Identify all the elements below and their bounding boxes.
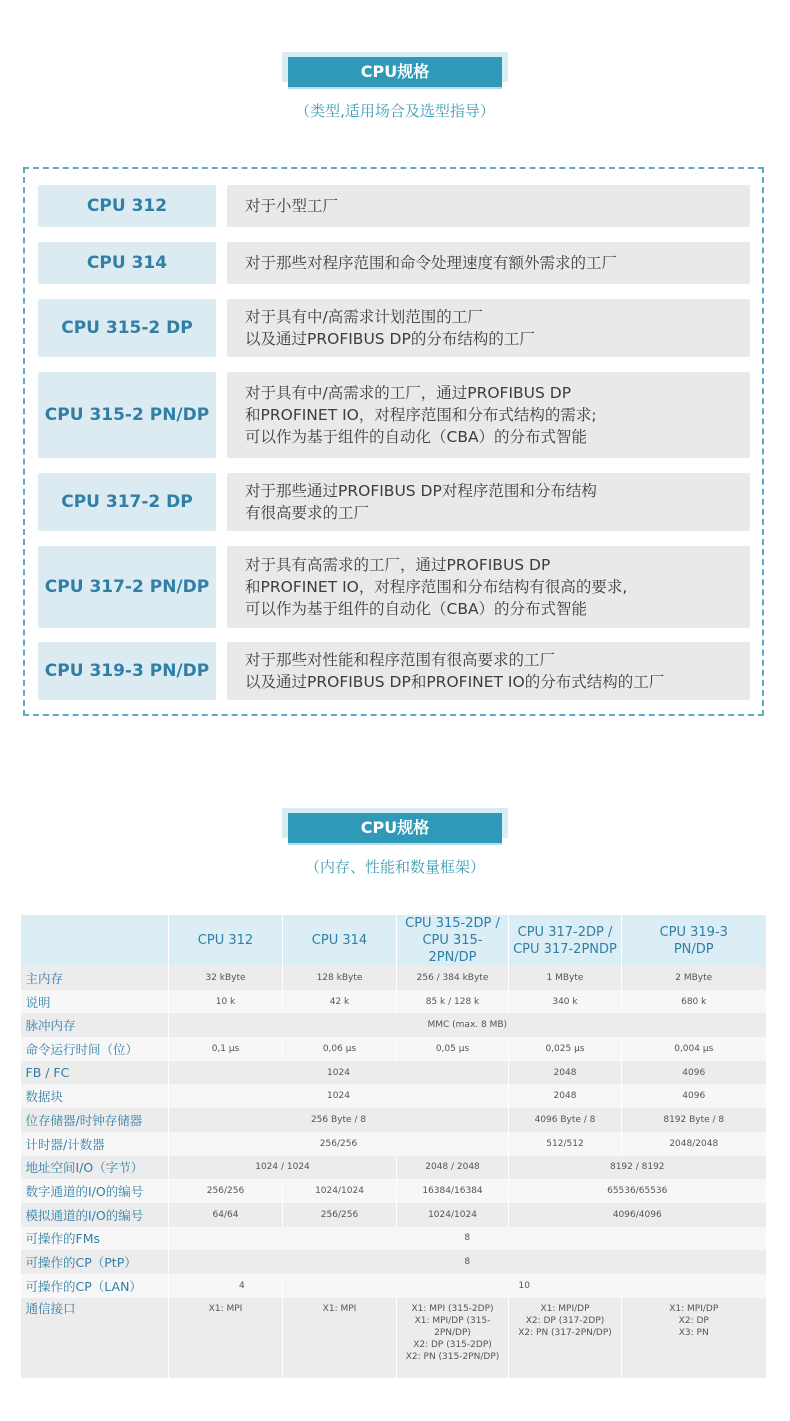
cpu-name: CPU 319-3 PN/DP [38,642,216,700]
table-cell: X1: MPI (315-2DP) X1: MPI/DP (315- 2PN/DP) X2: DP (315-2DP) X2: PN (315-2PN/DP) [397,1298,509,1378]
table-cell: 128 kByte [283,966,397,990]
cpu-row [38,185,750,227]
table-cell: 1024/1024 [397,1203,509,1227]
table-cell: 16384/16384 [397,1179,509,1203]
cpu-description: 对于那些通过PROFIBUS DP对程序范围和分布结构 有很高要求的工厂 [227,473,750,531]
table-cell: 0,1 µs [169,1037,283,1061]
table-cell: 256/256 [169,1132,509,1156]
cpu-description: 对于那些对性能和程序范围有很高要求的工厂 以及通过PROFIBUS DP和PROFINET IO的分布式结构的工厂 [227,642,750,700]
table-cell: 1024 / 1024 [169,1156,397,1180]
cpu-row [38,546,750,628]
table-row [21,1061,766,1085]
cpu-name: CPU 315-2 DP [38,299,216,357]
table-cell: 4096 [622,1084,766,1108]
ribbon-arrow-icon [391,89,399,94]
table-cell: 4 [169,1274,283,1298]
table-cell: 1 MByte [509,966,622,990]
row-label: FB / FC [21,1061,169,1085]
cpu-name: CPU 315-2 PN/DP [38,372,216,458]
table-row [21,1227,766,1251]
table-row [21,1298,766,1378]
row-label: 说明 [21,990,169,1014]
table-cell: 4096 Byte / 8 [509,1108,622,1132]
row-label: 地址空间I/O（字节） [21,1156,169,1180]
table-row [21,1203,766,1227]
section1-title: CPU规格 [288,57,502,87]
table-cell: 65536/65536 [509,1179,766,1203]
table-cell: 42 k [283,990,397,1014]
table-cell: 256 Byte / 8 [169,1108,509,1132]
table-cell: 0,06 µs [283,1037,397,1061]
row-label: 可操作的CP（LAN） [21,1274,169,1298]
column-header: CPU 315-2DP / CPU 315-2PN/DP [397,915,509,966]
table-row [21,1132,766,1156]
table-cell: 0,004 µs [622,1037,766,1061]
cpu-description: 对于具有中/高需求的工厂，通过PROFIBUS DP 和PROFINET IO，对程序范围和分布式结构的需求; 可以作为基于组件的自动化（CBA）的分布式智能 [227,372,750,458]
section1-ribbon [282,52,508,92]
section1-header [0,52,790,121]
table-cell: 2048 [509,1061,622,1085]
ribbon-arrow-icon [391,845,399,850]
row-label: 脉冲内存 [21,1013,169,1037]
table-cell: 10 k [169,990,283,1014]
table-cell: 0,05 µs [397,1037,509,1061]
table-cell: MMC (max. 8 MB) [169,1013,766,1037]
cpu-row [38,299,750,357]
table-cell: 2048 / 2048 [397,1156,509,1180]
table-cell: X1: MPI/DP X2: DP (317-2DP) X2: PN (317-2PN/DP) [509,1298,622,1378]
table-header-row [21,915,766,966]
table-row [21,1250,766,1274]
section2-header [0,808,790,877]
row-label: 可操作的CP（PtP） [21,1250,169,1274]
cpu-name: CPU 312 [38,185,216,227]
table-row [21,1156,766,1180]
table-cell: 2 MByte [622,966,766,990]
spec-table [20,915,766,1378]
table-cell: 8192 / 8192 [509,1156,766,1180]
row-label: 通信接口 [21,1298,169,1378]
row-label: 可操作的FMs [21,1227,169,1251]
table-row [21,1274,766,1298]
row-label: 主内存 [21,966,169,990]
column-header: CPU 312 [169,915,283,966]
table-cell: 0,025 µs [509,1037,622,1061]
table-cell: 2048 [509,1084,622,1108]
table-cell: 32 kByte [169,966,283,990]
table-row [21,990,766,1014]
cpu-row [38,372,750,458]
cpu-name: CPU 314 [38,242,216,284]
table-row [21,966,766,990]
cpu-name: CPU 317-2 DP [38,473,216,531]
table-cell: X1: MPI/DP X2: DP X3: PN [622,1298,766,1378]
row-label: 计时器/计数器 [21,1132,169,1156]
cpu-description: 对于具有中/高需求计划范围的工厂 以及通过PROFIBUS DP的分布结构的工厂 [227,299,750,357]
row-label: 模拟通道的I/O的编号 [21,1203,169,1227]
column-header: CPU 317-2DP / CPU 317-2PNDP [509,915,622,966]
table-cell: 1024 [169,1084,509,1108]
section2-title: CPU规格 [288,813,502,843]
row-label: 命令运行时间（位） [21,1037,169,1061]
table-cell: 256/256 [283,1203,397,1227]
table-cell: 1024/1024 [283,1179,397,1203]
table-cell: 680 k [622,990,766,1014]
table-row [21,1179,766,1203]
cpu-row [38,642,750,700]
table-cell: 8192 Byte / 8 [622,1108,766,1132]
cpu-description: 对于那些对程序范围和命令处理速度有额外需求的工厂 [227,242,750,284]
section2-ribbon [282,808,508,848]
table-cell: 4096/4096 [509,1203,766,1227]
table-row [21,1037,766,1061]
column-header: CPU 319-3 PN/DP [622,915,766,966]
header-blank [21,915,169,966]
table-cell: 10 [283,1274,766,1298]
section2-subtitle: （内存、性能和数量框架） [304,858,485,876]
row-label: 数字通道的I/O的编号 [21,1179,169,1203]
cpu-name: CPU 317-2 PN/DP [38,546,216,628]
table-row [21,1084,766,1108]
table-cell: 85 k / 128 k [397,990,509,1014]
table-cell: 4096 [622,1061,766,1085]
table-cell: 256/256 [169,1179,283,1203]
table-cell: 340 k [509,990,622,1014]
table-cell: 64/64 [169,1203,283,1227]
table-cell: 8 [169,1227,766,1251]
cpu-description: 对于小型工厂 [227,185,750,227]
table-cell: X1: MPI [283,1298,397,1378]
cpu-description: 对于具有高需求的工厂，通过PROFIBUS DP 和PROFINET IO，对程序范围和分布结构有很高的要求, 可以作为基于组件的自动化（CBA）的分布式智能 [227,546,750,628]
table-cell: 256 / 384 kByte [397,966,509,990]
cpu-row [38,473,750,531]
table-cell: 512/512 [509,1132,622,1156]
section1-subtitle: （类型,适用场合及选型指导） [295,102,495,120]
table-cell: X1: MPI [169,1298,283,1378]
table-row [21,1013,766,1037]
row-label: 位存储器/时钟存储器 [21,1108,169,1132]
table-cell: 2048/2048 [622,1132,766,1156]
table-cell: 8 [169,1250,766,1274]
cpu-row [38,242,750,284]
table-cell: 1024 [169,1061,509,1085]
table-row [21,1108,766,1132]
row-label: 数据块 [21,1084,169,1108]
column-header: CPU 314 [283,915,397,966]
